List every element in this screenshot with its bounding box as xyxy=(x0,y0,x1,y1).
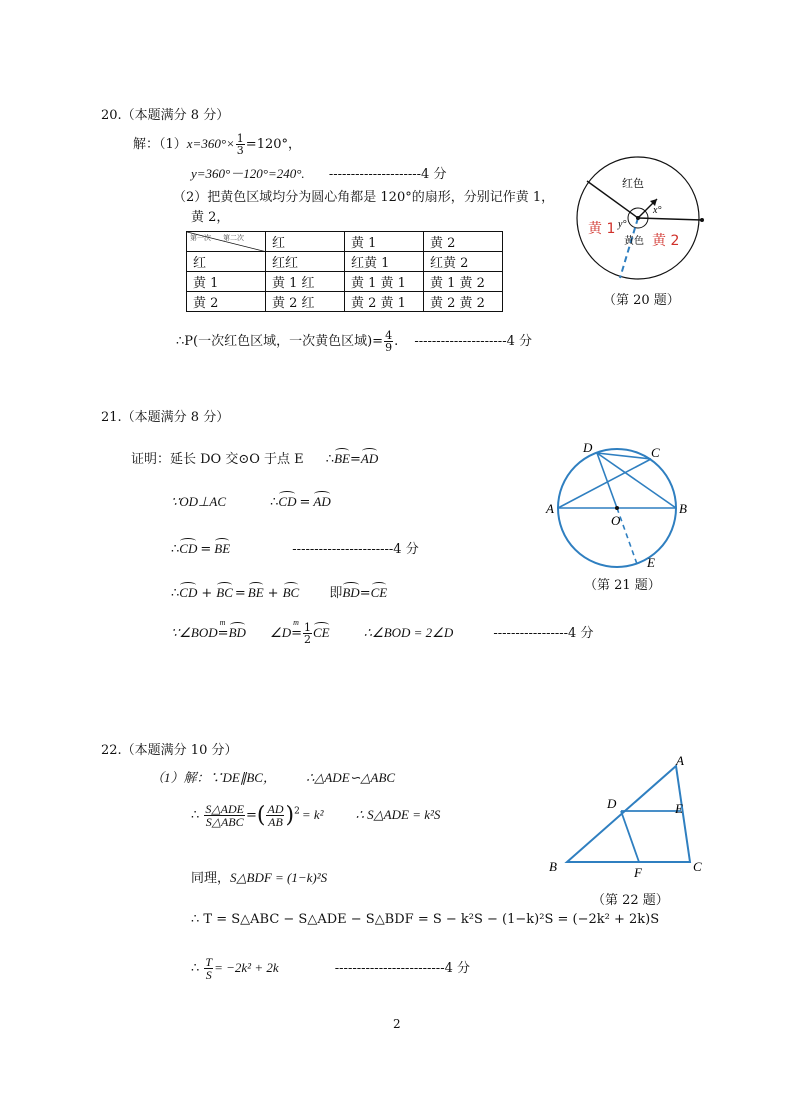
spinner-red-label: 红色 xyxy=(622,177,644,190)
spinner-yellow2-label: 黄 2 xyxy=(652,233,680,249)
arc-be: BE xyxy=(334,451,350,466)
spinner-yellow-label: 黄色 xyxy=(624,236,644,247)
q20-dash1: ---------------------4 分 xyxy=(328,167,447,182)
q20-part2-line1: （2）把黄色区域均分为圆心角都是 120°的扇形，分别记作黄 1， xyxy=(173,190,555,205)
table-cell: 黄 2 xyxy=(187,292,266,312)
table-cell: 黄 2 红 xyxy=(266,292,345,312)
table-cell: 黄 1 黄 2 xyxy=(424,272,503,292)
q20-table xyxy=(186,231,503,312)
q22-area-result: ∴ S△ADE = k²S xyxy=(355,807,441,822)
q21-line2: ∵OD⊥AC ∴CD = AD xyxy=(171,494,331,510)
table-row xyxy=(187,232,503,252)
table-corner-cell: 第一次 第二次 xyxy=(187,232,266,252)
arc-cd: CD xyxy=(278,494,297,509)
label-c: C xyxy=(651,445,660,460)
label-b: B xyxy=(679,501,687,516)
q20-part2-line2: 黄 2， xyxy=(191,210,230,225)
q21-header: 21.（本题满分 8 分） xyxy=(101,410,230,425)
q20-x-expr: x=360°× xyxy=(186,136,235,151)
q22-triangle-abc xyxy=(567,766,690,862)
q21-line3: ∴CD = BE -----------------------4 分 xyxy=(171,541,419,557)
table-header-cell: 黄 1 xyxy=(345,232,424,252)
table-cell: 黄 1 黄 1 xyxy=(345,272,424,292)
q22-caption: （第 22 题） xyxy=(592,893,669,908)
label-e: E xyxy=(647,555,655,570)
q20-line-x xyxy=(133,133,301,156)
q22-same-line: 同理，S△BDF = (1−k)²S xyxy=(191,870,328,886)
q20-caption: （第 20 题） xyxy=(603,293,680,308)
q21-segment-do xyxy=(597,453,617,508)
q20-table-wrap xyxy=(186,231,503,312)
q20-header: 20.（本题满分 8 分） xyxy=(101,108,230,123)
arc-ad: AD xyxy=(313,494,331,509)
q20-x-result: =120°， xyxy=(245,137,302,152)
q21-line5: ∵∠BOD m =BD ∠D m = $\frac{1}{2}$ CE ∴∠BOD = 2∠D -----------------4 分 xyxy=(171,618,594,646)
q20-x-frac: $\frac{1}{3}$ xyxy=(236,132,244,157)
table-cell: 黄 2 黄 1 xyxy=(345,292,424,312)
q21-dash2: -----------------4 分 xyxy=(493,626,594,641)
table-header-cell: 红 xyxy=(266,232,345,252)
page-number: 2 xyxy=(393,1017,401,1031)
table-cell: 黄 2 黄 2 xyxy=(424,292,503,312)
table-cell: 红红 xyxy=(266,252,345,272)
table-cell: 黄 1 xyxy=(187,272,266,292)
q21-caption: （第 21 题） xyxy=(584,578,661,593)
q20-y-expr: y=360°－120°=240°. xyxy=(191,166,305,181)
q22-line1: （1）解：∵DE∥BC， ∴△ADE∽△ABC xyxy=(151,770,396,785)
label-a: A xyxy=(546,501,554,516)
q21-line1: 证明：延长 DO 交⊙O 于点 E ∴BE=AD xyxy=(131,451,379,467)
q20-sol-label: 解：（1） xyxy=(133,137,187,152)
q22-ratio-line: ∴ $\frac{\text{S△ADE}}{\text{S△ABC}}$ =( $\frac{AD}{AB}$ )$^2$ = k² ∴ S△ADE = k²S xyxy=(191,802,441,829)
table-cell: 黄 1 红 xyxy=(266,272,345,292)
q21-dash1: -----------------------4 分 xyxy=(292,542,419,557)
table-cell: 红 xyxy=(187,252,266,272)
arc-cd: CD xyxy=(179,541,198,556)
q22-dash: -------------------------4 分 xyxy=(334,961,470,976)
q22-final-line: ∴ $\frac{T}{S}$ = −2k² + 2k -------------------------4 分 xyxy=(191,955,470,982)
q22-t-line: ∴ T = S△ABC − S△ADE − S△BDF = S − k²S − (1−k)²S = (−2k² + 2k)S xyxy=(191,912,660,927)
q21-chord-ac xyxy=(558,459,651,508)
table-cell: 红黄 2 xyxy=(424,252,503,272)
spinner-yellow1-label: 黄 1 xyxy=(588,221,616,237)
table-row xyxy=(187,252,503,272)
arc-ad: AD xyxy=(360,451,379,466)
q20-spinner-figure xyxy=(574,155,714,290)
q21-line4: ∴CD + BC = BE + BC 即BD=CE xyxy=(171,585,388,601)
arc-be: BE xyxy=(214,541,231,556)
q22-area-ratio: $\frac{\text{S△ADE}}{\text{S△ABC}}$ xyxy=(205,802,244,829)
label-d: D xyxy=(607,796,617,811)
label-o: O xyxy=(611,513,621,528)
q20-dash2: ---------------------4 分 xyxy=(414,334,532,349)
q20-prob-expr: ∴P(一次红色区域，一次黄色区域)= xyxy=(176,334,384,349)
label-e: E xyxy=(675,801,683,816)
q22-header: 22.（本题满分 10 分） xyxy=(101,743,238,758)
q21-circle-figure xyxy=(545,440,695,575)
q22-side-ratio: $\frac{AD}{AB}$ xyxy=(267,802,284,829)
label-a: A xyxy=(676,755,684,768)
q20-prob-frac: $\frac{4}{9}$ xyxy=(385,329,393,354)
q22-triangle-figure xyxy=(545,755,715,880)
table-header-cell: 黄 2 xyxy=(424,232,503,252)
label-c: C xyxy=(693,859,702,874)
spinner-x-label: x° xyxy=(653,205,662,216)
q20-line-y xyxy=(191,163,446,182)
spinner-y-label: y° xyxy=(618,219,627,230)
table-row xyxy=(187,292,503,312)
label-f: F xyxy=(634,865,642,880)
label-d: D xyxy=(583,440,593,455)
table-row xyxy=(187,272,503,292)
q22-segment-df xyxy=(621,811,639,862)
q20-probability-line: ∴P(一次红色区域，一次黄色区域)= $\frac{4}{9}$ . ---------------------4 分 xyxy=(176,329,532,354)
label-b: B xyxy=(549,859,557,874)
table-cell: 红黄 1 xyxy=(345,252,424,272)
